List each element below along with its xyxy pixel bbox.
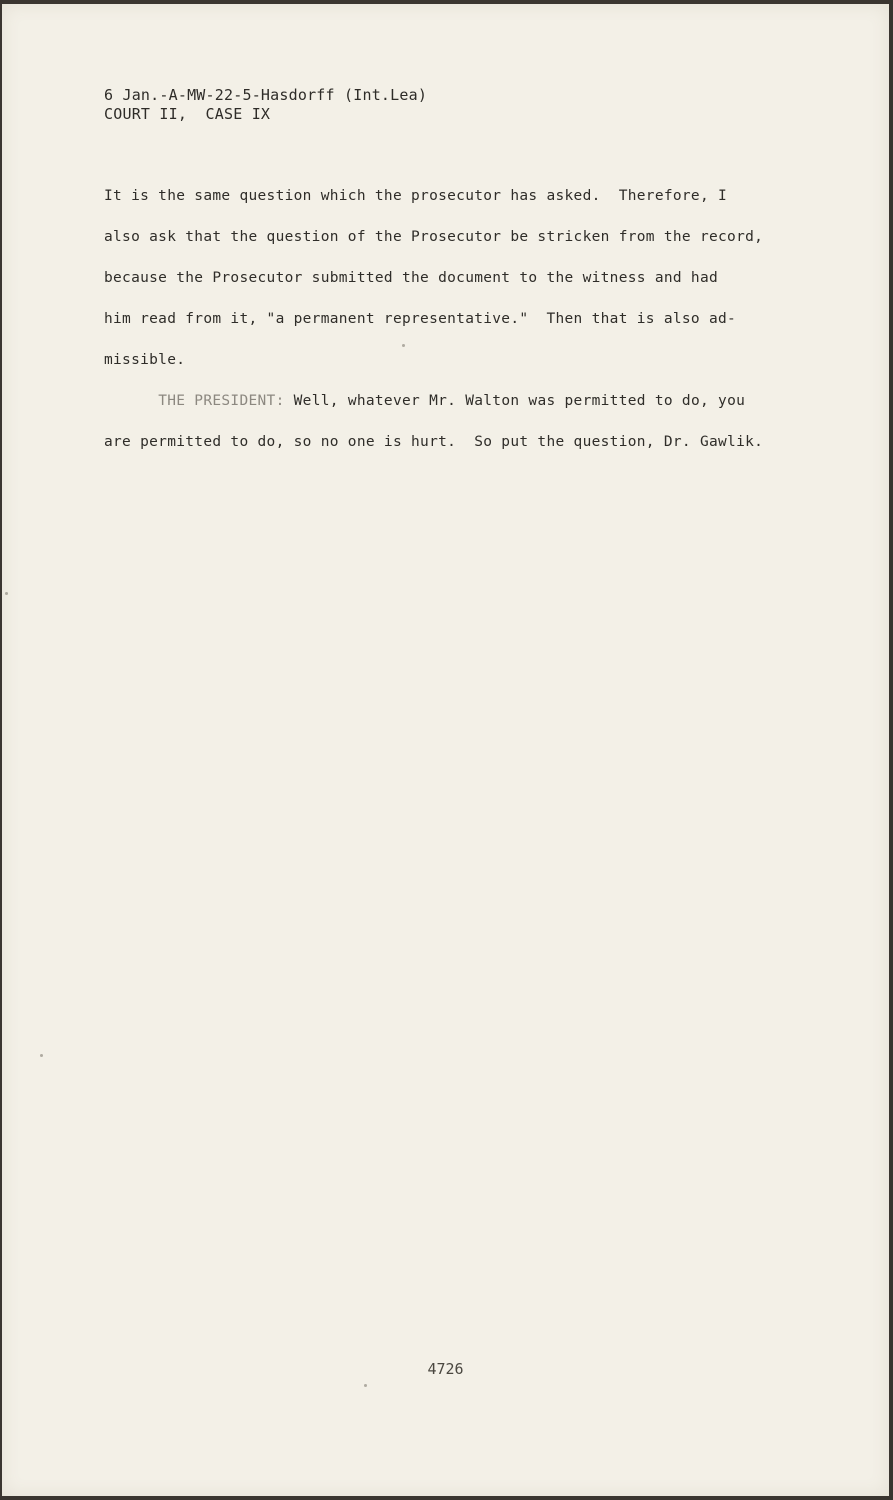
document-page [2, 4, 889, 1496]
transcript-body [104, 176, 824, 463]
transcript-line: It is the same question which the prosecutor has asked. Therefore, I [104, 188, 728, 204]
speaker-label: THE PRESIDENT: [158, 393, 285, 409]
header-court-line: COURT II, CASE IX [104, 105, 271, 123]
page-header [104, 86, 427, 124]
paper-speck [40, 1054, 43, 1057]
paper-speck [364, 1384, 367, 1387]
paper-speck [5, 592, 8, 595]
page-number: 4726 [427, 1360, 464, 1378]
paper-speck [402, 344, 405, 347]
transcript-line: him read from it, "a permanent representative." Then that is also ad- [104, 311, 737, 327]
speaker-paragraph [104, 381, 824, 422]
transcript-line: are permitted to do, so no one is hurt. So put the question, Dr. Gawlik. [104, 434, 764, 450]
transcript-line: missible. [104, 352, 186, 368]
transcript-line: because the Prosecutor submitted the document to the witness and had [104, 270, 719, 286]
transcript-line: also ask that the question of the Prosecutor be stricken from the record, [104, 229, 764, 245]
header-date-line: 6 Jan.-A-MW-22-5-Hasdorff (Int.Lea) [104, 86, 428, 104]
transcript-text: Well, whatever Mr. Walton was permitted to do, you [284, 393, 746, 409]
